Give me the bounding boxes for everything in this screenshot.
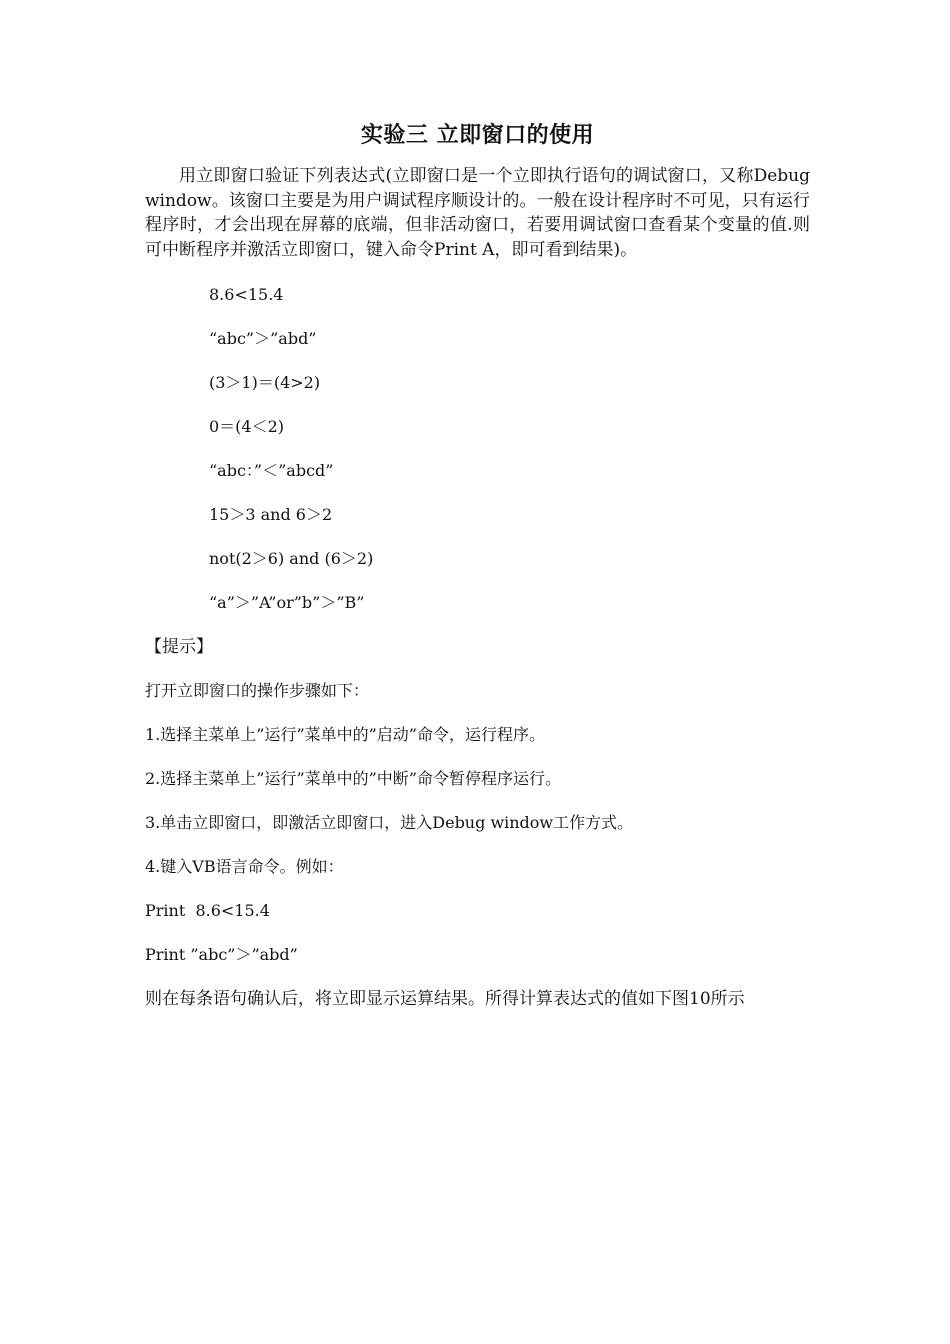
intro-paragraph: 用立即窗口验证下列表达式(立即窗口是一个立即执行语句的调试窗口，又称Debug window。该窗口主要是为用户调试程序顺设计的。一般在设计程序时不可见，只有运行程序时，才会出现在屏幕的底端，但非活动窗口，若要用调试窗口查看某个变量的值.则可中断程序并激活立即窗口，键入命令Print A，即可看到结果)。 (145, 166, 810, 260)
step-item: 2.选择主菜单上”运行”菜单中的”中断”命令暂停程序运行。 (145, 769, 561, 788)
expression-item: “a”＞”A”or”b”＞”B” (209, 593, 365, 612)
hint-heading: 【提示】 (145, 637, 213, 657)
expression-item: 0＝(4＜2) (209, 417, 285, 436)
expression-list (145, 284, 810, 636)
expression-item: 8.6<15.4 (209, 285, 284, 304)
code-line: Print 8.6<15.4 (145, 901, 270, 920)
expression-item: “abc：”＜”abcd” (209, 461, 334, 480)
step-item: 4.键入VB语言命令。例如： (145, 857, 344, 876)
step-item: 1.选择主菜单上”运行”菜单中的”启动”命令，运行程序。 (145, 725, 545, 744)
step-item: 3.单击立即窗口，即激活立即窗口，进入Debug window工作方式。 (145, 813, 634, 832)
document-title: 实验三 立即窗口的使用 (360, 122, 595, 148)
expression-item: 15＞3 and 6＞2 (209, 505, 333, 524)
expression-item: (3＞1)＝(4>2) (209, 373, 321, 392)
steps-section (145, 680, 810, 900)
conclusion-paragraph: 则在每条语句确认后，将立即显示运算结果。所得计算表达式的值如下图10所示 (145, 989, 745, 1009)
expression-item: “abc”＞”abd” (209, 329, 317, 348)
expression-item: not(2＞6) and (6＞2) (209, 549, 374, 568)
document-page (145, 116, 810, 1010)
code-examples (145, 900, 810, 988)
steps-intro: 打开立即窗口的操作步骤如下： (145, 681, 370, 700)
code-line: Print ”abc”＞”abd” (145, 945, 298, 964)
